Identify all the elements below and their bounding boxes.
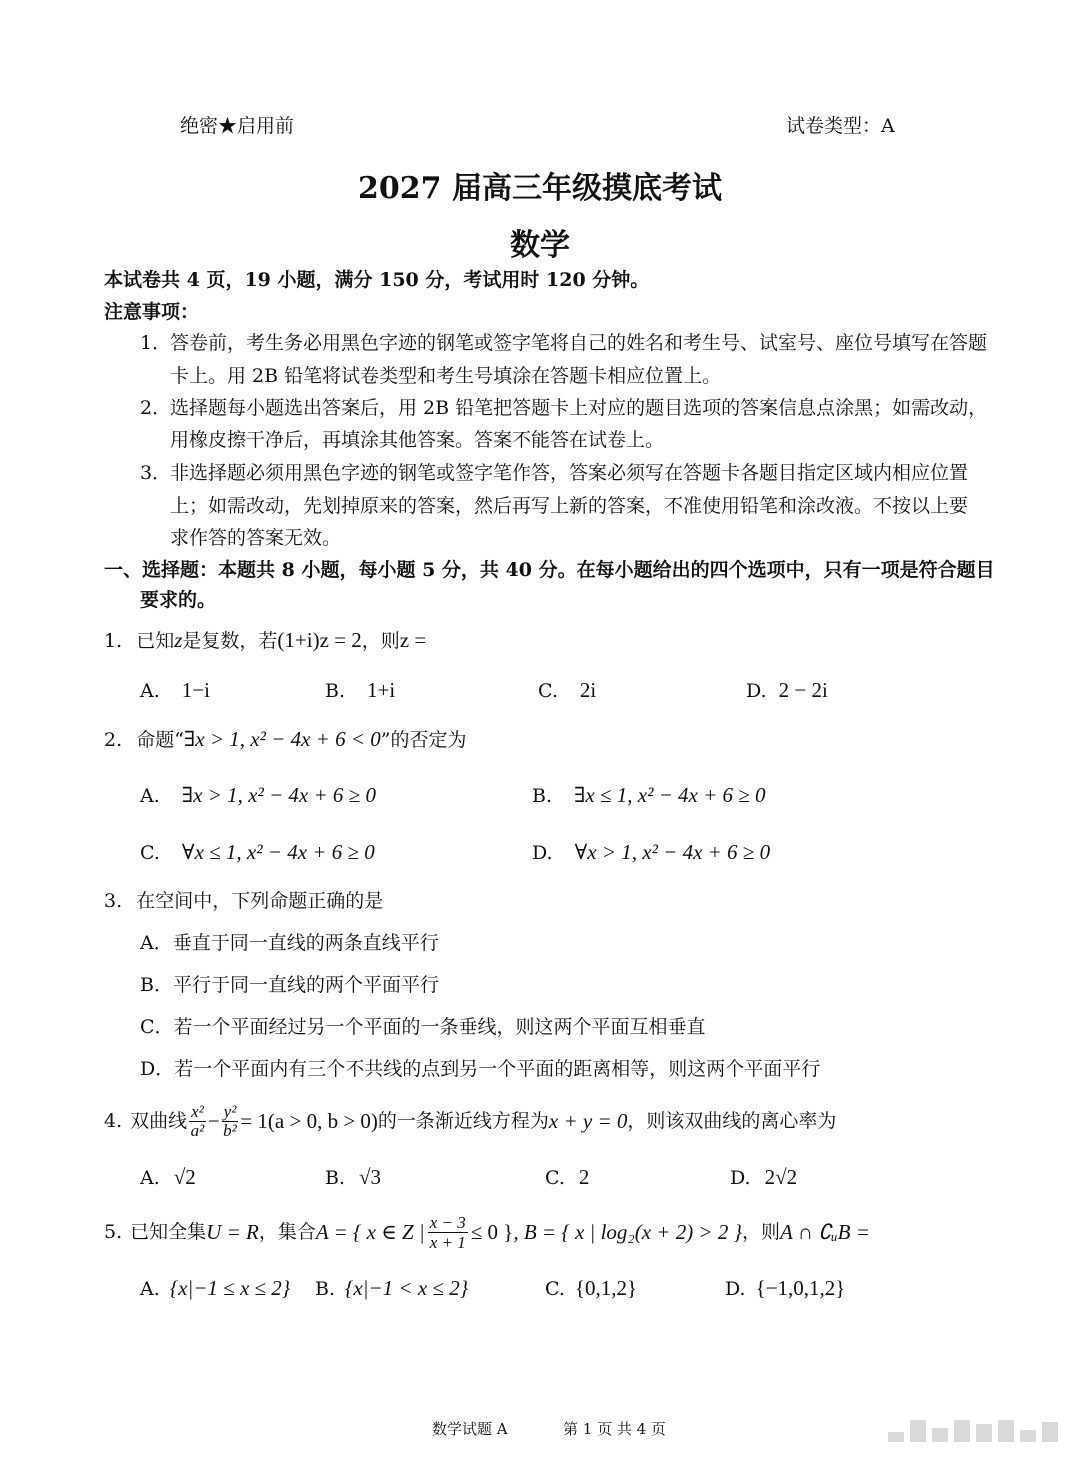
q4-option-c: C. 2 xyxy=(545,1165,590,1189)
section-1-heading-cont: 要求的。 xyxy=(140,589,217,611)
q4-number: 4. xyxy=(104,1110,123,1132)
note-3-line-1: 非选择题必须用黑色字迹的钢笔或签字笔作答，答案必须写在答题卡各题目指定区域内相应位置 xyxy=(170,462,969,484)
q4-stem-a: 双曲线 xyxy=(130,1110,188,1132)
exam-title: 2027 届高三年级摸底考试 xyxy=(358,171,722,206)
q1-option-b: B. 1+i xyxy=(325,678,396,702)
q2-option-a: A. ∃x > 1, x² − 4x + 6 ≥ 0 xyxy=(140,783,376,807)
q4-fraction-2: $\frac{\text{y²}}{\text{b²}}$ xyxy=(223,1101,237,1140)
question-3 xyxy=(104,889,383,913)
q4-option-d: D. 2√2 xyxy=(730,1165,798,1189)
q4-option-a: A. √2 xyxy=(140,1165,196,1189)
q5-option-b: B. {x|−1 < x ≤ 2} xyxy=(315,1276,469,1300)
q2-option-c: C. ∀x ≤ 1, x² − 4x + 6 ≥ 0 xyxy=(140,840,375,864)
question-5 xyxy=(104,1204,870,1260)
q5-option-c: C. {0,1,2} xyxy=(545,1276,638,1300)
q4-stem-c: ，则该双曲线的离心率为 xyxy=(627,1110,837,1132)
q4-fraction-1: x² a² xyxy=(190,1101,205,1140)
q1-stem-c: ，则 xyxy=(361,630,400,652)
exam-info: 本试卷共 4 页，19 小题，满分 150 分，考试用时 120 分钟。 xyxy=(104,269,650,291)
q5-stem-c: ，则 xyxy=(742,1221,781,1243)
footer-subject: 数学试题 A xyxy=(432,1420,508,1438)
confidential-label: 绝密★启用前 xyxy=(180,115,295,137)
q3-number: 3. xyxy=(104,890,123,912)
q1-var: z xyxy=(174,628,183,652)
q2-option-b: B. ∃x ≤ 1, x² − 4x + 6 ≥ 0 xyxy=(532,783,766,807)
section-1-heading: 一、选择题：本题共 8 小题，每小题 5 分，共 40 分。在每小题给出的四个选项中，只有一项是符合题目 xyxy=(104,559,995,581)
note-3-num: 3． xyxy=(140,462,172,484)
note-3-line-2: 上；如需改动，先划掉原来的答案，然后再写上新的答案，不准使用铅笔和涂改液。不按以上要 xyxy=(170,495,969,517)
q2-expr: ∃x > 1, x² − 4x + 6 < 0 xyxy=(183,727,381,751)
q5-tail: A ∩ ∁ᵤB = xyxy=(780,1220,870,1244)
q2-stem-a: 命题“ xyxy=(136,729,184,751)
q5-set-a-post: ≤ 0 } xyxy=(470,1220,514,1244)
q3-option-b: B．平行于同一直线的两个平面平行 xyxy=(140,974,439,996)
q4-option-b: B. √3 xyxy=(325,1165,382,1189)
q2-number: 2. xyxy=(104,729,123,751)
q5-fraction: $\frac{x - 3}{x + 1}$ xyxy=(429,1212,466,1252)
subject-title: 数学 xyxy=(510,228,570,263)
question-1 xyxy=(104,628,426,653)
q5-option-d: D. {−1,0,1,2} xyxy=(725,1276,846,1300)
notes-title: 注意事项： xyxy=(104,301,200,323)
q3-stem: 在空间中，下列命题正确的是 xyxy=(136,890,384,912)
q3-option-c: C．若一个平面经过另一个平面的一条垂线，则这两个平面互相垂直 xyxy=(140,1016,706,1038)
note-2-num: 2． xyxy=(140,397,172,419)
q5-universal-set: U = R xyxy=(206,1220,259,1244)
note-1-line-2: 卡上。用 2B 铅笔将试卷类型和考生号填涂在答题卡相应位置上。 xyxy=(170,365,722,387)
q3-option-d: D．若一个平面内有三个不共线的点到另一个平面的距离相等，则这两个平面平行 xyxy=(140,1058,821,1080)
q5-number: 5. xyxy=(104,1221,123,1243)
note-1-num: 1． xyxy=(140,332,172,354)
q1-tail: z = xyxy=(399,628,427,652)
q3-option-a: A．垂直于同一直线的两条直线平行 xyxy=(140,932,439,954)
q1-stem-b: 是复数，若 xyxy=(182,630,278,652)
q2-stem-b: ”的否定为 xyxy=(380,729,467,751)
q1-option-d: D. 2 − 2i xyxy=(746,678,828,702)
q1-option-a: A. 1−i xyxy=(140,678,210,702)
q4-stem-b: 的一条渐近线方程为 xyxy=(377,1110,549,1132)
q5-set-b: , B = { x | log₂(x + 2) > 2 } xyxy=(513,1220,743,1244)
q4-asymptote: x + y = 0 xyxy=(548,1109,628,1133)
note-1-line-1: 答卷前，考生务必用黑色字迹的钢笔或签字笔将自己的姓名和考生号、试室号、座位号填写在答题 xyxy=(170,332,988,354)
q4-condition: = 1(a > 0, b > 0) xyxy=(240,1109,378,1133)
q5-stem-b: ，集合 xyxy=(258,1221,316,1243)
watermark-logo xyxy=(888,1420,1058,1442)
q5-set-a-pre: A = { x ∈ Z | xyxy=(315,1220,425,1244)
q1-option-c: C. 2i xyxy=(538,678,597,702)
q1-expr: (1+i)z = 2 xyxy=(277,628,362,652)
question-4: 4. 双曲线 x² a² − $\frac{\text{y²}}{\text{b²}}$ = 1(a > 0, b > 0) 的一条渐近线方程为 x + y = 0 ，则该双曲线的离心率为 xyxy=(104,1101,837,1140)
q5-option-a: A. {x|−1 ≤ x ≤ 2} xyxy=(140,1276,291,1300)
q1-number: 1. xyxy=(104,630,123,652)
question-2 xyxy=(104,727,466,752)
note-2-line-1: 选择题每小题选出答案后，用 2B 铅笔把答题卡上对应的题目选项的答案信息点涂黑；如需改动， xyxy=(170,397,988,419)
q2-option-d: D. ∀x > 1, x² − 4x + 6 ≥ 0 xyxy=(532,840,771,864)
q5-stem-a: 已知全集 xyxy=(130,1221,207,1243)
q1-stem-a: 已知 xyxy=(136,630,175,652)
footer-page-number: 第 1 页 共 4 页 xyxy=(563,1420,666,1438)
note-3-line-3: 求作答的答案无效。 xyxy=(170,527,342,549)
note-2-line-2: 用橡皮擦干净后，再填涂其他答案。答案不能答在试卷上。 xyxy=(170,429,665,451)
paper-type-label: 试卷类型：A xyxy=(786,115,895,137)
